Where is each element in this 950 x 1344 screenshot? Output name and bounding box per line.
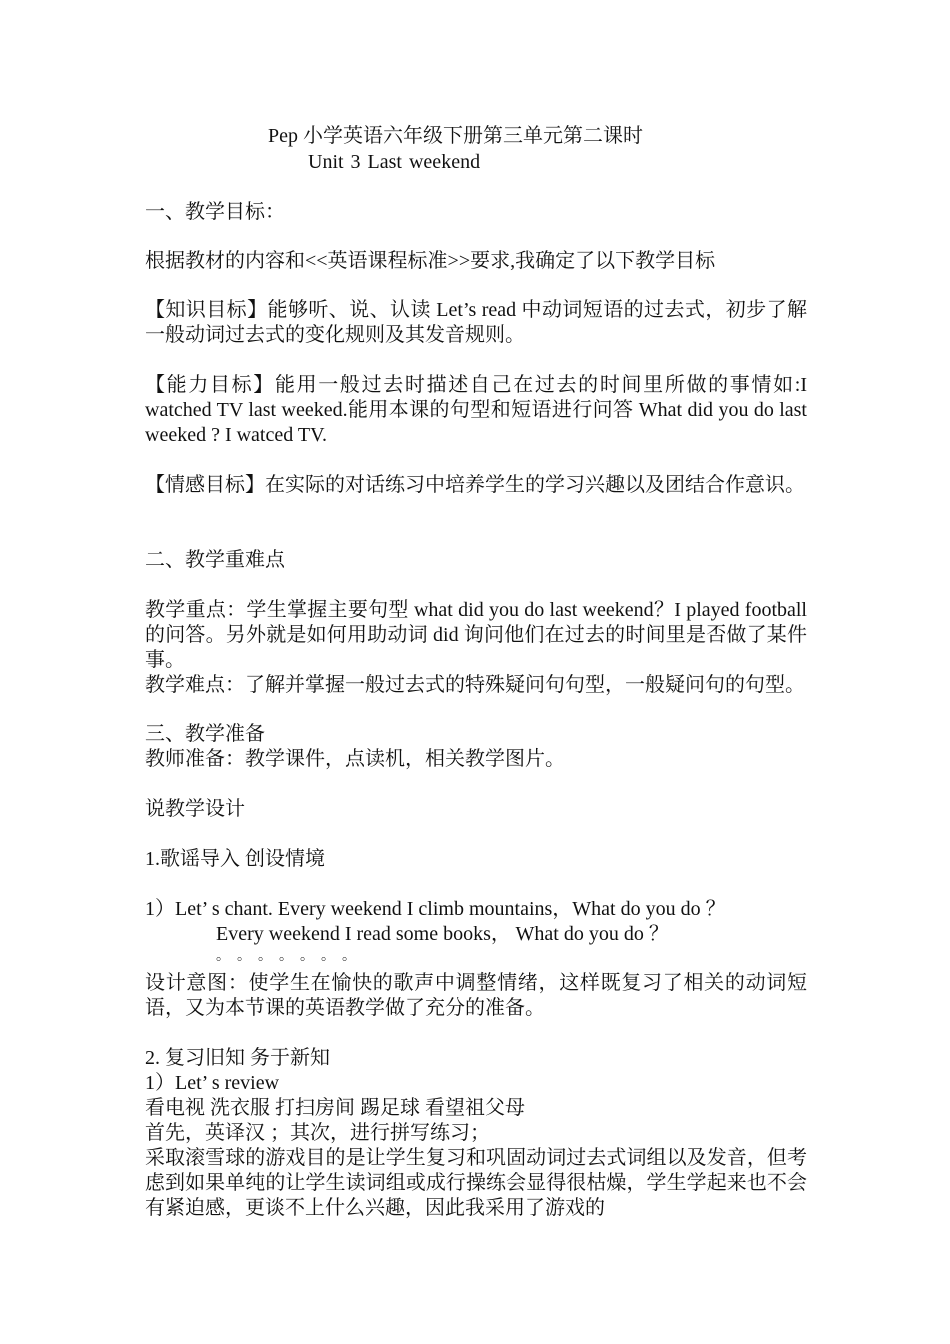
difficult-point: 教学难点：了解并掌握一般过去式的特殊疑问句句型，一般疑问句的句型。 [145, 674, 805, 696]
key-point: 教学重点：学生掌握主要句型 what did you do last weekend？I played football 的问答。另外就是如何用助动词 did 询问他们在过去的时间里是否做了某件事。 [145, 599, 807, 671]
chant-line-2: Every weekend I read some books， What do you do ？ [216, 923, 669, 945]
review-phrases: 看电视 洗衣服 打扫房间 踢足球 看望祖父母 [145, 1097, 525, 1119]
chant-ellipsis: 。。。。。。。 [216, 949, 370, 964]
goal-ability: 【能力目标】能用一般过去时描述自己在过去的时间里所做的事情如:I watched TV last weeked.能用本课的句型和短语进行问答 What did you do last weeked ? I watced TV. [145, 374, 807, 446]
design-heading: 说教学设计 [145, 798, 245, 820]
goal-knowledge: 【知识目标】能够听、说、认读 Let’s read 中动词短语的过去式，初步了解一般动词过去式的变化规则及其发音规则。 [145, 299, 807, 346]
section-heading-preparation: 三、教学准备 [145, 723, 265, 745]
step2-heading: 2. 复习旧知 务于新知 [145, 1047, 330, 1069]
chant-line-1: 1）Let’ s chant. Every weekend I climb mountains，What do you do ？ [145, 898, 726, 920]
doc-title: Pep 小学英语六年级下册第三单元第二课时 [268, 125, 643, 147]
goal-emotion: 【情感目标】在实际的对话练习中培养学生的学习兴趣以及团结合作意识。 [145, 474, 805, 496]
section-heading-goals: 一、教学目标： [145, 201, 285, 223]
review-heading: 1）Let’ s review [145, 1072, 280, 1094]
section-heading-keypoints: 二、教学重难点 [145, 549, 285, 571]
step1-heading: 1.歌谣导入 创设情境 [145, 848, 325, 870]
goals-intro: 根据教材的内容和<<英语课程标准>>要求,我确定了以下教学目标 [145, 250, 716, 272]
preparation-text: 教师准备：教学课件，点读机，相关教学图片。 [145, 748, 565, 770]
design-intent: 设计意图：使学生在愉快的歌声中调整情绪，这样既复习了相关的动词短语，又为本节课的英语教学做了充分的准备。 [145, 972, 807, 1019]
review-steps: 首先，英译汉 ；其次，进行拼写练习； [145, 1122, 490, 1144]
doc-subtitle: Unit 3 Last weekend [308, 151, 481, 173]
game-description: 采取滚雪球的游戏目的是让学生复习和巩固动词过去式词组以及发音，但考虑到如果单纯的让学生读词组或成行操练会显得很枯燥，学生学起来也不会有紧迫感，更谈不上什么兴趣，因此我采用了游戏的 [145, 1147, 807, 1219]
